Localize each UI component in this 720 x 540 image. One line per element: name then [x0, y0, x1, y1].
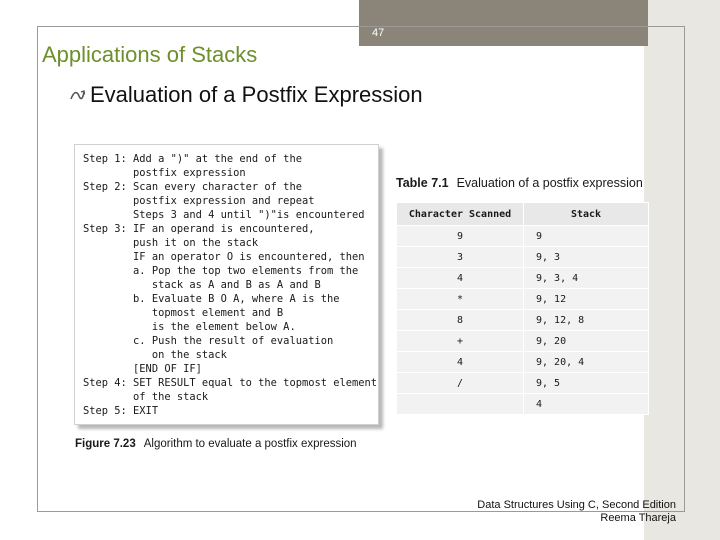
table-row: [397, 331, 649, 352]
algorithm-line: push it on the stack: [83, 237, 259, 249]
header-stack: Stack: [524, 203, 649, 226]
algorithm-line: Steps 3 and 4 until ")"is encountered: [83, 209, 365, 221]
algorithm-line: IF an operator O is encountered, then: [83, 251, 365, 263]
algorithm-line: Step 1: Add a ")" at the end of the: [83, 153, 302, 165]
cell-stack: 9, 20: [524, 331, 649, 352]
cell-character-scanned: [397, 394, 524, 415]
cell-stack: 9, 5: [524, 373, 649, 394]
footer-credit: [477, 499, 676, 525]
cell-stack: 4: [524, 394, 649, 415]
algorithm-line: Step 3: IF an operand is encountered,: [83, 223, 315, 235]
header-character-scanned: Character Scanned: [397, 203, 524, 226]
bullet-text: Evaluation of a Postfix Expression: [90, 82, 423, 107]
algorithm-lines: [83, 152, 377, 418]
algorithm-line: [END OF IF]: [83, 363, 202, 375]
cell-stack: 9, 12, 8: [524, 310, 649, 331]
table-header-row: [397, 203, 649, 226]
page-number: 47: [372, 27, 385, 39]
table-row: [397, 268, 649, 289]
algorithm-box: [74, 144, 379, 425]
table-row: [397, 226, 649, 247]
algorithm-line: Step 4: SET RESULT equal to the topmost element: [83, 377, 378, 389]
algorithm-line: is the element below A.: [83, 321, 296, 333]
cell-character-scanned: 4: [397, 352, 524, 373]
algorithm-line: of the stack: [83, 391, 209, 403]
algorithm-line: postfix expression: [83, 167, 246, 179]
cell-character-scanned: +: [397, 331, 524, 352]
table-title: [396, 176, 643, 190]
table-row: [397, 310, 649, 331]
algorithm-line: a. Pop the top two elements from the: [83, 265, 359, 277]
figure-caption-text: Algorithm to evaluate a postfix expression: [143, 438, 357, 450]
table-row: [397, 289, 649, 310]
algorithm-line: postfix expression and repeat: [83, 195, 315, 207]
cell-character-scanned: 8: [397, 310, 524, 331]
table-row: [397, 352, 649, 373]
footer-book-title: Data Structures Using C, Second Edition: [477, 499, 676, 511]
figure-caption: [75, 438, 357, 450]
slide-title: Applications of Stacks: [42, 42, 258, 67]
postfix-evaluation-table: [396, 202, 649, 415]
algorithm-line: topmost element and B: [83, 307, 284, 319]
table-row: [397, 373, 649, 394]
cell-stack: 9, 3: [524, 247, 649, 268]
cell-character-scanned: *: [397, 289, 524, 310]
cell-character-scanned: 3: [397, 247, 524, 268]
table-body: [397, 226, 649, 415]
cell-stack: 9, 12: [524, 289, 649, 310]
cell-character-scanned: 4: [397, 268, 524, 289]
algorithm-line: c. Push the result of evaluation: [83, 335, 334, 347]
table-title-text: Evaluation of a postfix expression: [456, 176, 643, 190]
cell-stack: 9, 20, 4: [524, 352, 649, 373]
footer-author: Reema Thareja: [600, 512, 676, 524]
algorithm-line: b. Evaluate B O A, where A is the: [83, 293, 340, 305]
table-title-label: Table 7.1: [396, 176, 449, 190]
table-row: [397, 247, 649, 268]
wavy-arrow-icon: [70, 87, 86, 103]
cell-stack: 9, 3, 4: [524, 268, 649, 289]
bullet-item: [70, 82, 423, 108]
cell-character-scanned: /: [397, 373, 524, 394]
cell-stack: 9: [524, 226, 649, 247]
algorithm-line: Step 5: EXIT: [83, 405, 159, 417]
algorithm-line: Step 2: Scan every character of the: [83, 181, 302, 193]
figure-caption-label: Figure 7.23: [75, 438, 136, 450]
algorithm-line: on the stack: [83, 349, 227, 361]
table-row: [397, 394, 649, 415]
algorithm-line: stack as A and B as A and B: [83, 279, 321, 291]
cell-character-scanned: 9: [397, 226, 524, 247]
